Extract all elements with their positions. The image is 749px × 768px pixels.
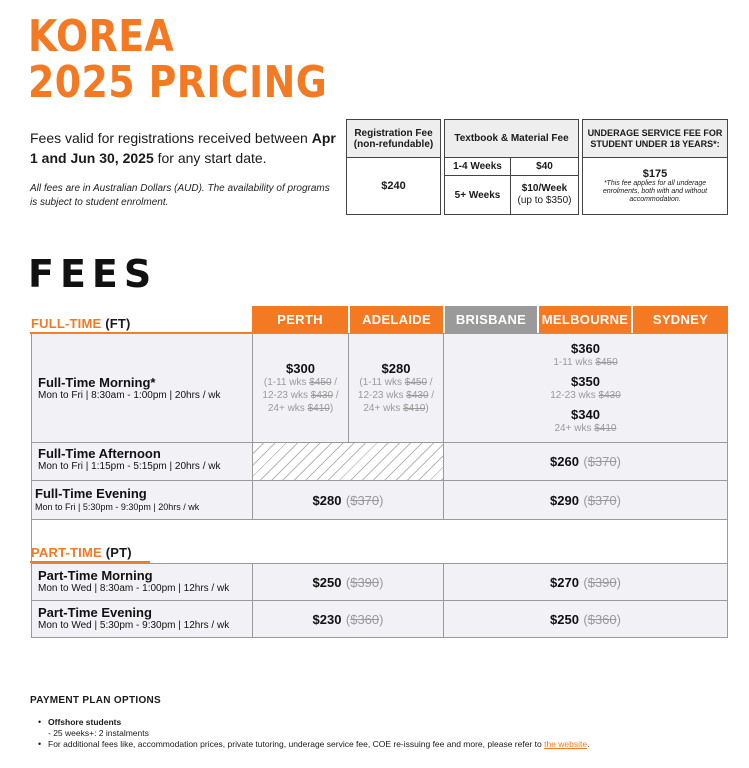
underage-fee-header: UNDERAGE SERVICE FEE FOR STUDENT UNDER 18 YEARS*: bbox=[583, 120, 727, 158]
ft-afternoon-unavailable bbox=[252, 442, 444, 481]
underage-fee-value: $175 bbox=[642, 168, 668, 180]
part-time-label: PART-TIME (PT) bbox=[31, 545, 132, 560]
city-header-adelaide: ADELAIDE bbox=[349, 306, 443, 333]
pt-morning-west: $250 ($390) bbox=[252, 563, 444, 601]
city-header-perth: PERTH bbox=[252, 306, 348, 333]
ft-afternoon-east: $260 ($370) bbox=[443, 442, 728, 481]
textbook-fee-header: Textbook & Material Fee bbox=[445, 120, 578, 158]
underage-fee-box bbox=[582, 119, 728, 215]
payment-offshore-detail: - 25 weeks+: 2 instalments bbox=[48, 728, 149, 738]
ft-evening-label: Full-Time Evening Mon to Fri | 5:30pm - 9:30pm | 20hrs / wk bbox=[31, 480, 253, 520]
ft-morning-adelaide: $280 (1-11 wks $450 / 12-23 wks $430 / 24+ wks $410) bbox=[348, 333, 444, 443]
title-line-1: KOREA bbox=[28, 11, 175, 62]
payment-plan-heading: PAYMENT PLAN OPTIONS bbox=[30, 695, 162, 706]
registration-fee-box bbox=[346, 119, 441, 215]
textbook-row-1: 1-4 Weeks $40 bbox=[445, 158, 578, 176]
ft-morning-east-tier-2: $350 12-23 wks $430 bbox=[550, 374, 621, 401]
payment-additional-item: • For additional fees like, accommodation prices, private tutoring, underage service fee, COE re-issuing fee and more, please refer to the website. bbox=[38, 739, 738, 750]
city-header-brisbane: BRISBANE bbox=[444, 306, 537, 333]
ft-afternoon-label: Full-Time Afternoon Mon to Fri | 1:15pm - 5:15pm | 20hrs / wk bbox=[31, 442, 253, 481]
textbook-fee-box bbox=[444, 119, 579, 215]
underage-fee-note: *This fee applies for all underage enrolments, both with and without accommodation. bbox=[602, 180, 708, 203]
currency-note: All fees are in Australian Dollars (AUD). The availability of programs is subject to student enrolment. bbox=[30, 183, 330, 208]
payment-plan-list bbox=[38, 717, 738, 750]
ft-morning-label: Full-Time Morning* Mon to Fri | 8:30am - 1:00pm | 20hrs / wk bbox=[31, 333, 253, 443]
page-title bbox=[28, 11, 328, 108]
fees-heading: FEES bbox=[28, 252, 158, 296]
ft-morning-perth: $300 (1-11 wks $450 / 12-23 wks $430 / 24+ wks $410) bbox=[252, 333, 349, 443]
ft-evening-west: $280 ($370) bbox=[252, 480, 444, 520]
pt-morning-label: Part-Time Morning Mon to Wed | 8:30am - 1:00pm | 12hrs / wk bbox=[31, 563, 253, 601]
registration-fee-header: Registration Fee (non-refundable) bbox=[347, 120, 440, 158]
pt-evening-east: $250 ($360) bbox=[443, 600, 728, 638]
payment-offshore-item: • Offshore students bbox=[38, 717, 738, 728]
website-link[interactable]: the website bbox=[544, 739, 588, 749]
city-header-melbourne: MELBOURNE bbox=[538, 306, 631, 333]
pt-morning-east: $270 ($390) bbox=[443, 563, 728, 601]
registration-fee-value: $240 bbox=[381, 180, 406, 192]
part-time-section-frame bbox=[31, 519, 728, 564]
ft-morning-east bbox=[443, 333, 728, 443]
title-line-2: 2025 PRICING bbox=[28, 57, 328, 108]
ft-evening-east: $290 ($370) bbox=[443, 480, 728, 520]
pt-evening-label: Part-Time Evening Mon to Wed | 5:30pm - 9:30pm | 12hrs / wk bbox=[31, 600, 253, 638]
full-time-label: FULL-TIME (FT) bbox=[31, 316, 131, 331]
textbook-row-2: 5+ Weeks $10/Week (up to $350) bbox=[445, 176, 578, 214]
pt-evening-west: $230 ($360) bbox=[252, 600, 444, 638]
ft-morning-east-tier-1: $360 1-11 wks $450 bbox=[553, 341, 618, 368]
validity-dates: Apr 1 and Jun 30, 2025 bbox=[30, 130, 336, 166]
city-header-sydney: SYDNEY bbox=[632, 306, 728, 333]
validity-text: Fees valid for registrations received between Apr 1 and Jun 30, 2025 for any start date. bbox=[30, 130, 336, 166]
ft-morning-east-tier-3: $340 24+ wks $410 bbox=[554, 407, 617, 434]
